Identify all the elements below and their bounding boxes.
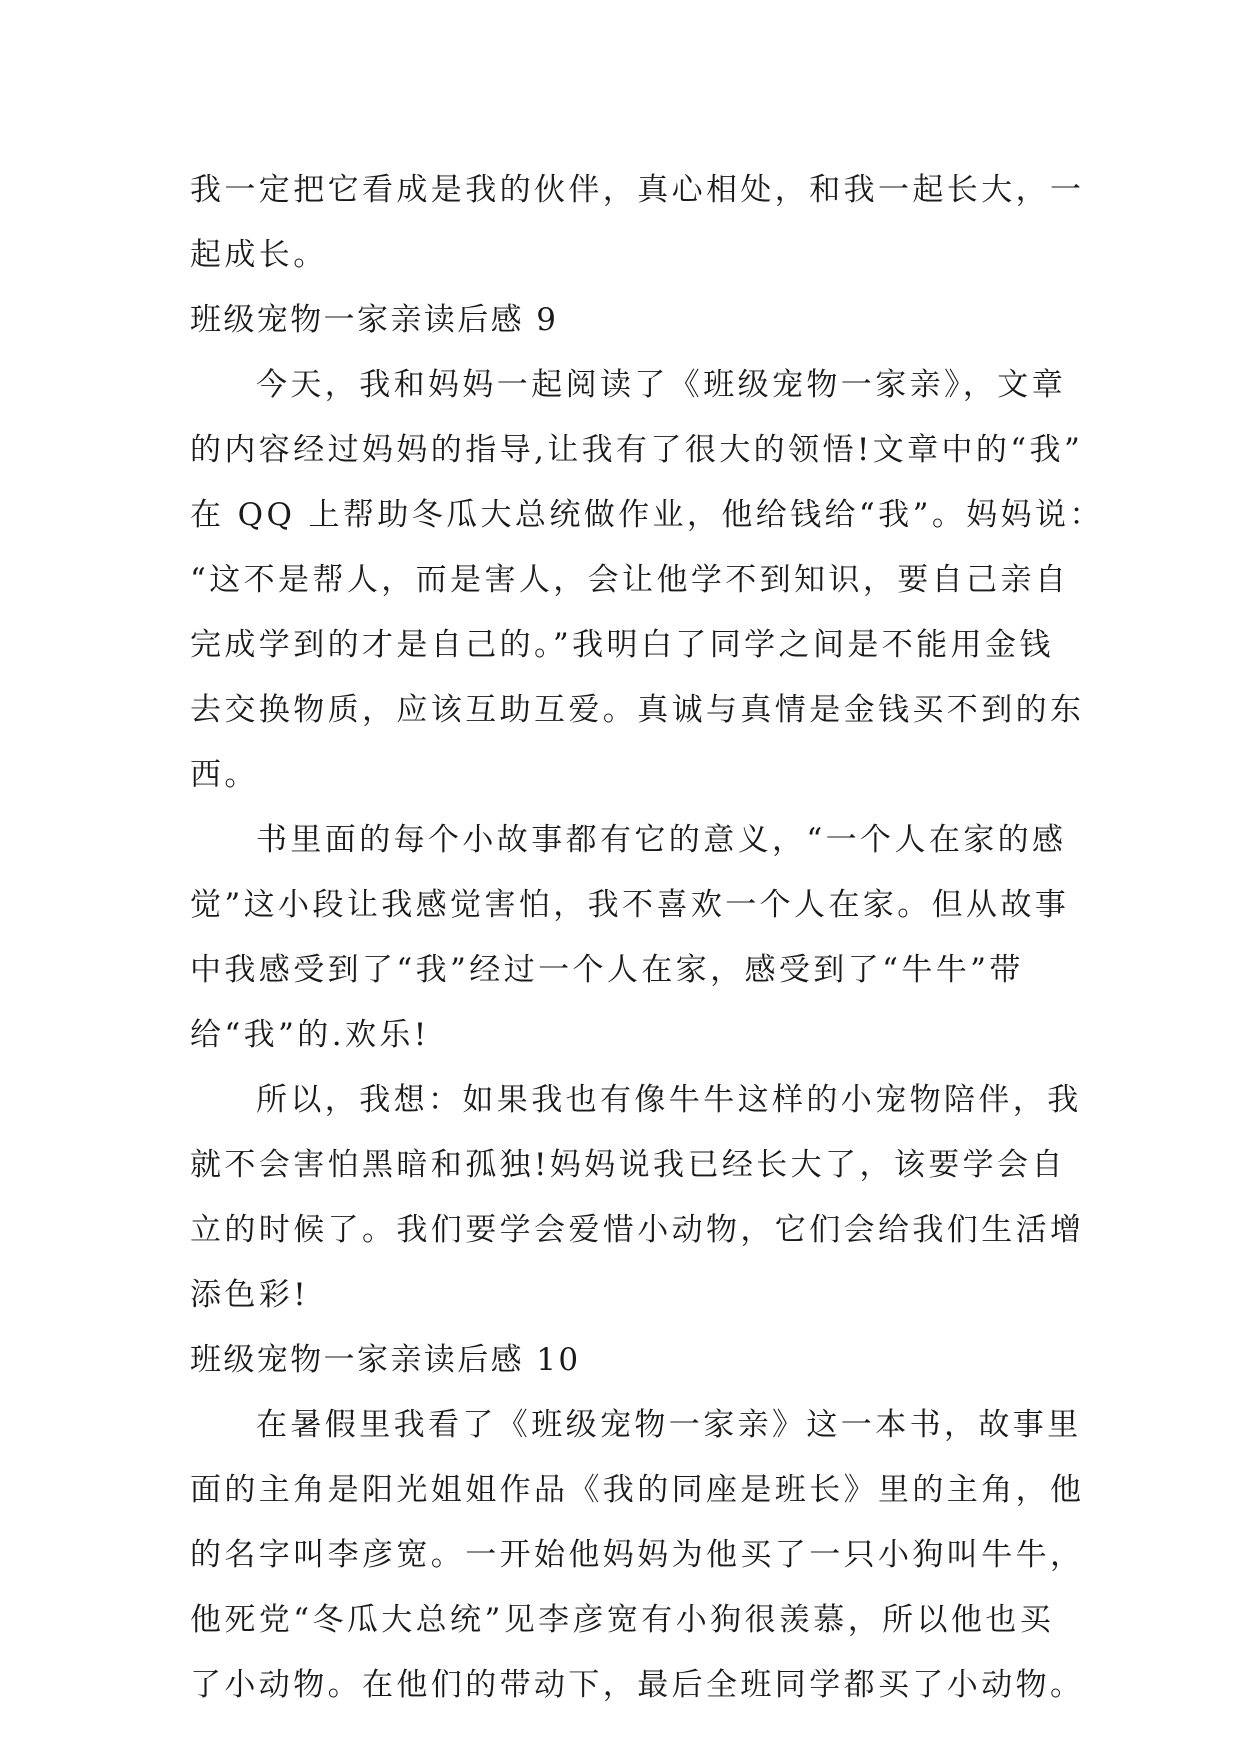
paragraph-line: 完成学到的才是自己的。”我明白了同学之间是不能用金钱 (190, 627, 1054, 663)
paragraph-line: 所以，我想：如果我也有像牛牛这样的小宠物陪伴，我 (256, 1082, 1082, 1118)
paragraph-line: 给“我”的.欢乐! (190, 1017, 430, 1053)
paragraph-line: 中我感受到了“我”经过一个人在家，感受到了“牛牛”带 (190, 952, 1024, 988)
paragraph-line: 的内容经过妈妈的指导,让我有了很大的领悟!文章中的“我” (190, 432, 1084, 468)
heading-text: 班级宠物一家亲读后感 9 (190, 302, 559, 338)
paragraph-line: 觉”这小段让我感觉害怕，我不喜欢一个人在家。但从故事 (190, 887, 1070, 923)
paragraph-line: 了小动物。在他们的带动下，最后全班同学都买了小动物。 (190, 1667, 1085, 1703)
paragraph (190, 808, 1070, 1068)
heading-text: 班级宠物一家亲读后感 10 (190, 1342, 581, 1378)
paragraph (190, 353, 1104, 808)
paragraph (190, 158, 1085, 288)
paragraph (190, 1393, 1085, 1718)
section-heading (190, 1328, 1050, 1393)
document-body (190, 158, 1104, 1718)
paragraph (190, 1068, 1085, 1328)
paragraph-line: 起成长。 (190, 237, 328, 273)
paragraph-line: “这不是帮人，而是害人，会让他学不到知识，要自己亲自 (190, 562, 1070, 598)
paragraph-line: 今天，我和妈妈一起阅读了《班级宠物一家亲》，文章 (256, 367, 1067, 403)
paragraph-line: 西。 (190, 757, 259, 793)
paragraph-line: 去交换物质，应该互助互爱。真诚与真情是金钱买不到的东 (190, 692, 1085, 728)
paragraph-line: 立的时候了。我们要学会爱惜小动物，它们会给我们生活增 (190, 1212, 1085, 1248)
paragraph-line: 书里面的每个小故事都有它的意义，“一个人在家的感 (256, 822, 1067, 858)
paragraph-line: 添色彩! (190, 1277, 310, 1313)
paragraph-line: 在 QQ 上帮助冬瓜大总统做作业，他给钱给“我”。妈妈说： (190, 497, 1104, 533)
paragraph-line: 就不会害怕黑暗和孤独!妈妈说我已经长大了，该要学会自 (190, 1147, 1066, 1183)
paragraph-line: 他死党“冬瓜大总统”见李彦宽有小狗很羡慕，所以他也买 (190, 1602, 1055, 1638)
paragraph-line: 面的主角是阳光姐姐作品《我的同座是班长》里的主角，他 (190, 1472, 1085, 1508)
paragraph-line: 我一定把它看成是我的伙伴，真心相处，和我一起长大，一 (190, 172, 1085, 208)
paragraph-line: 在暑假里我看了《班级宠物一家亲》这一本书，故事里 (256, 1407, 1082, 1443)
section-heading (190, 288, 1050, 353)
paragraph-line: 的名字叫李彦宽。一开始他妈妈为他买了一只小狗叫牛牛， (190, 1537, 1085, 1573)
